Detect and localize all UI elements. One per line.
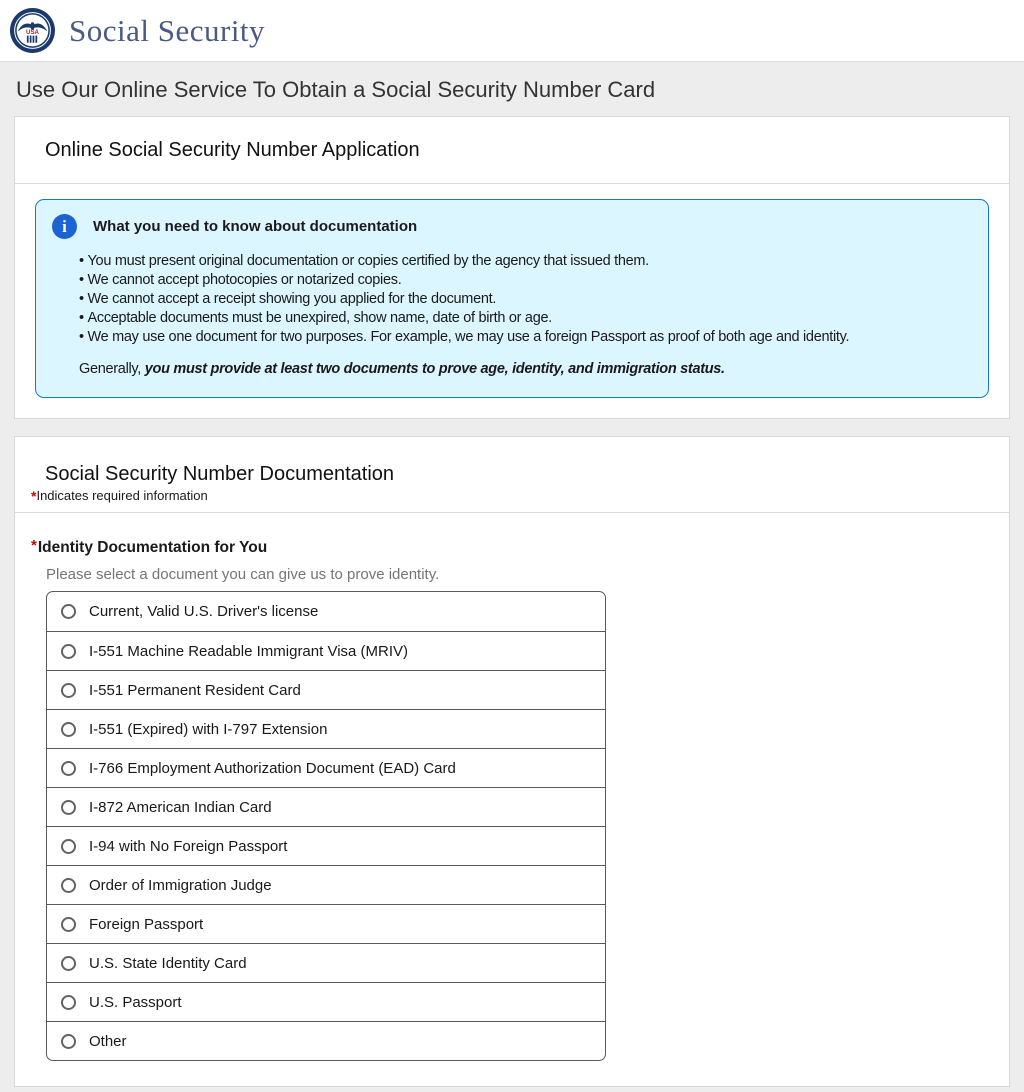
application-card: [14, 116, 1010, 419]
identity-document-option-list: [46, 591, 606, 1061]
identity-document-option[interactable]: [47, 592, 605, 631]
info-bullet-list: [79, 252, 970, 347]
identity-document-option[interactable]: [47, 904, 605, 943]
identity-label-text: Identity Documentation for You: [37, 539, 268, 556]
required-information-note: [31, 488, 993, 504]
radio-unselected-icon[interactable]: [61, 995, 76, 1010]
identity-document-option-label: U.S. State Identity Card: [89, 954, 247, 972]
documentation-card: [14, 436, 1010, 1087]
identity-document-option-label: I-551 Permanent Resident Card: [89, 681, 301, 699]
brand-wordmark: Social Security: [69, 12, 266, 48]
identity-document-option-label: I-551 (Expired) with I-797 Extension: [89, 720, 328, 738]
identity-document-option[interactable]: [47, 826, 605, 865]
svg-text:USA: USA: [26, 29, 39, 37]
identity-document-option[interactable]: [47, 943, 605, 982]
identity-document-option-label: Other: [89, 1032, 127, 1050]
identity-document-option[interactable]: [47, 865, 605, 904]
app-header: [0, 0, 1024, 62]
application-card-header: [15, 117, 1009, 184]
documentation-card-title: Social Security Number Documentation: [45, 463, 395, 485]
identity-document-option-label: U.S. Passport: [89, 993, 182, 1011]
info-bullet-item: • Acceptable documents must be unexpired, show name, date of birth or age.: [79, 309, 970, 328]
identity-document-option-label: Order of Immigration Judge: [89, 876, 272, 894]
radio-unselected-icon[interactable]: [61, 1034, 76, 1049]
identity-document-option-label: I-551 Machine Readable Immigrant Visa (MRIV): [89, 642, 409, 660]
identity-document-option-label: Foreign Passport: [89, 915, 204, 933]
radio-unselected-icon[interactable]: [61, 800, 76, 815]
info-note: [79, 361, 970, 377]
identity-documentation-label: [31, 539, 993, 557]
info-bullet-item: • We may use one document for two purposes. For example, we may use a foreign Passport as proof of both age and identity.: [79, 328, 970, 347]
radio-unselected-icon[interactable]: [61, 917, 76, 932]
required-note-text: Indicates required information: [36, 488, 208, 503]
info-bullet-item: • We cannot accept photocopies or notarized copies.: [79, 271, 970, 290]
identity-document-option-label: Current, Valid U.S. Driver's license: [89, 603, 319, 620]
info-bullet-item: • We cannot accept a receipt showing you applied for the document.: [79, 290, 970, 309]
required-asterisk: *: [31, 537, 37, 554]
ssa-seal-icon: [10, 8, 55, 53]
radio-unselected-icon[interactable]: [61, 956, 76, 971]
identity-document-option[interactable]: [47, 631, 605, 670]
info-box-header: [52, 214, 970, 239]
identity-document-option-label: I-94 with No Foreign Passport: [89, 837, 288, 855]
identity-document-option[interactable]: [47, 709, 605, 748]
radio-unselected-icon[interactable]: [61, 878, 76, 893]
info-circle-icon: i: [52, 214, 77, 239]
radio-unselected-icon[interactable]: [61, 761, 76, 776]
documentation-info-box: [35, 199, 989, 398]
identity-documentation-hint: Please select a document you can give us to prove identity.: [46, 566, 440, 583]
info-note-prefix: Generally,: [79, 361, 145, 377]
identity-document-option-label: I-766 Employment Authorization Document (EAD) Card: [89, 759, 456, 777]
radio-unselected-icon[interactable]: [61, 839, 76, 854]
radio-unselected-icon[interactable]: [61, 644, 76, 659]
identity-document-option[interactable]: [47, 787, 605, 826]
info-bullet-item: • You must present original documentation or copies certified by the agency that issued them.: [79, 252, 970, 271]
identity-document-option[interactable]: [47, 670, 605, 709]
identity-document-option[interactable]: [47, 1021, 605, 1060]
required-asterisk: *: [31, 488, 37, 504]
identity-document-option[interactable]: [47, 748, 605, 787]
info-note-emphasis: you must provide at least two documents to prove age, identity, and immigration status.: [144, 361, 725, 377]
identity-document-option-label: I-872 American Indian Card: [89, 798, 272, 816]
info-box-title: What you need to know about documentation: [93, 218, 418, 235]
application-card-body: [15, 184, 1009, 418]
radio-unselected-icon[interactable]: [61, 722, 76, 737]
radio-unselected-icon[interactable]: [61, 604, 76, 619]
documentation-card-body: [15, 513, 1009, 1086]
radio-unselected-icon[interactable]: [61, 683, 76, 698]
identity-document-option[interactable]: [47, 982, 605, 1021]
application-card-title: Online Social Security Number Application: [45, 139, 420, 161]
documentation-card-header: [15, 437, 1009, 513]
page-title: Use Our Online Service To Obtain a Social Security Number Card: [16, 77, 656, 102]
